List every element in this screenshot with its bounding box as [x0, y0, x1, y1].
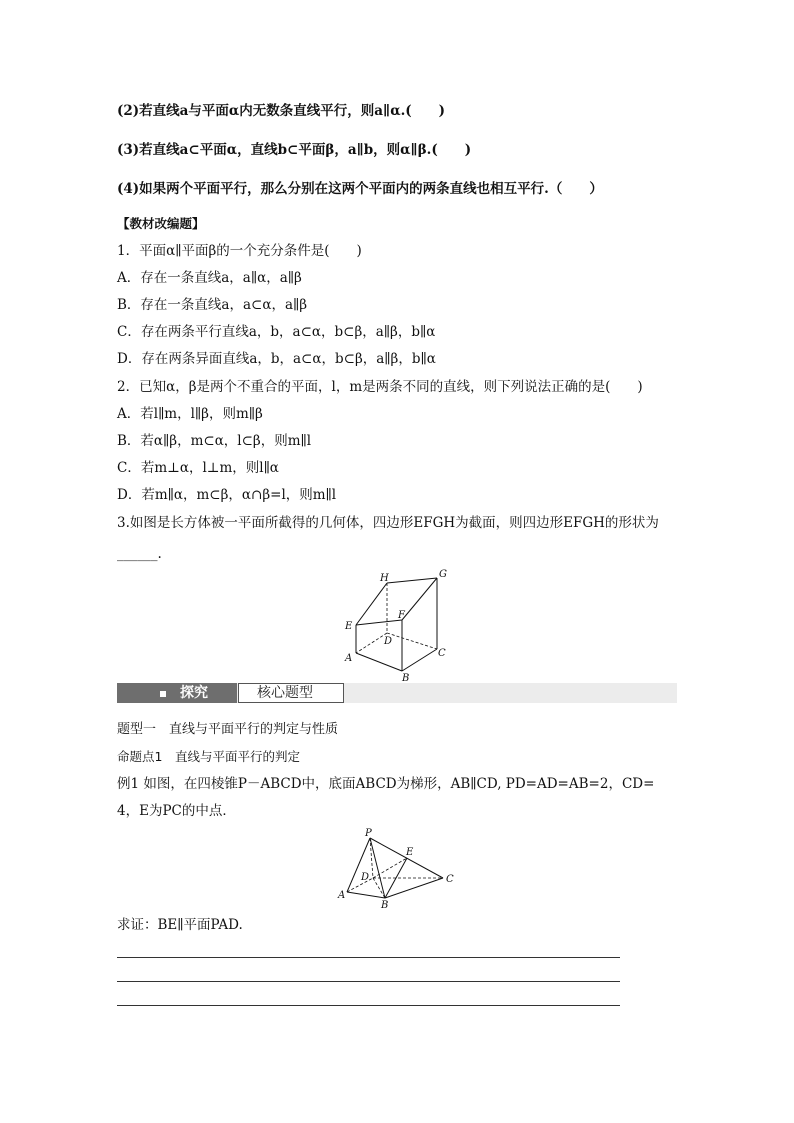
label-d: D	[361, 872, 370, 883]
section-bar-dark	[117, 683, 237, 703]
answer-line-1[interactable]	[117, 957, 620, 958]
q2-option-c: C．若m⊥α，l⊥m，则l∥α	[117, 460, 279, 476]
square-bullet-icon	[160, 691, 166, 697]
label-a: A	[338, 890, 346, 901]
edge-da-hidden	[356, 633, 387, 653]
q2-option-b: B．若α∥β，m⊂α，l⊂β，则m∥l	[117, 433, 312, 449]
section-tag: 探究	[180, 685, 208, 701]
edge-pa	[347, 838, 370, 892]
edge-he	[356, 583, 387, 625]
q1-stem: 1．平面α∥平面β的一个充分条件是( )	[117, 243, 362, 259]
q1-option-a: A．存在一条直线a，a∥α，a∥β	[117, 270, 302, 286]
answer-line-3[interactable]	[117, 1005, 620, 1006]
label-b: B	[402, 673, 410, 683]
figure-truncated-cuboid	[340, 565, 455, 683]
section-bar	[117, 683, 677, 703]
label-c: C	[438, 648, 446, 659]
label-e: E	[345, 621, 353, 632]
prove-statement: 求证：BE∥平面PAD.	[117, 917, 243, 933]
q2-option-a: A．若l∥m，l∥β，则m∥β	[117, 406, 263, 422]
edge-bc	[402, 649, 437, 671]
example1-line1: 例1 如图，在四棱锥P－ABCD中，底面ABCD为梯形，AB∥CD, PD=AD=AB=2，CD=	[117, 776, 655, 792]
label-g: G	[439, 569, 447, 580]
section-title: 核心题型	[257, 685, 313, 701]
figure-pyramid	[335, 826, 460, 910]
q2-stem: 2．已知α，β是两个不重合的平面，l，m是两条不同的直线，则下列说法正确的是( )	[117, 379, 643, 395]
type1-heading: 题型一 直线与平面平行的判定与性质	[117, 722, 339, 737]
label-c: C	[446, 874, 454, 885]
edge-bc	[385, 878, 443, 898]
q2-option-d: D．若m∥α，m⊂β，α∩β=l，则m∥l	[117, 487, 337, 503]
edge-hg	[387, 578, 437, 583]
judgment-item-4: (4)如果两个平面平行，那么分别在这两个平面内的两条直线也相互平行.（ ）	[117, 181, 603, 197]
label-f: F	[398, 610, 405, 621]
edge-ef	[356, 620, 402, 625]
textbook-heading: 【教材改编题】	[117, 216, 205, 231]
edge-ab	[347, 892, 385, 898]
q1-option-c: C．存在两条平行直线a，b，a⊂α，b⊂β，a∥β，b∥α	[117, 324, 436, 340]
q3-line1: 3.如图是长方体被一平面所截得的几何体，四边形EFGH为截面，则四边形EFGH的形状为	[117, 515, 659, 531]
label-a: A	[345, 653, 353, 664]
label-h: H	[380, 573, 389, 584]
q3-line2: ______.	[117, 546, 162, 562]
q1-option-d: D．存在两条异面直线a，b，a⊂α，b⊂β，a∥β，b∥α	[117, 351, 436, 367]
type1-sub: 命题点1 直线与平面平行的判定	[117, 749, 300, 764]
edge-dc-hidden	[387, 633, 437, 649]
answer-line-2[interactable]	[117, 981, 620, 982]
q1-option-b: B．存在一条直线a，a⊂α，a∥β	[117, 297, 308, 313]
label-b: B	[381, 900, 389, 910]
label-e: E	[406, 847, 414, 858]
edge-ad-hidden	[347, 878, 373, 892]
label-d: D	[384, 636, 393, 647]
judgment-item-2: (2)若直线a与平面α内无数条直线平行，则a∥α.( )	[117, 103, 446, 119]
edge-gf	[402, 578, 437, 620]
judgment-item-3: (3)若直线a⊂平面α，直线b⊂平面β，a∥b，则α∥β.( )	[117, 142, 472, 158]
edge-db-hidden	[373, 878, 385, 898]
edge-ab	[356, 653, 402, 671]
label-p: P	[365, 828, 372, 839]
example1-line2: 4，E为PC的中点．	[117, 803, 236, 819]
